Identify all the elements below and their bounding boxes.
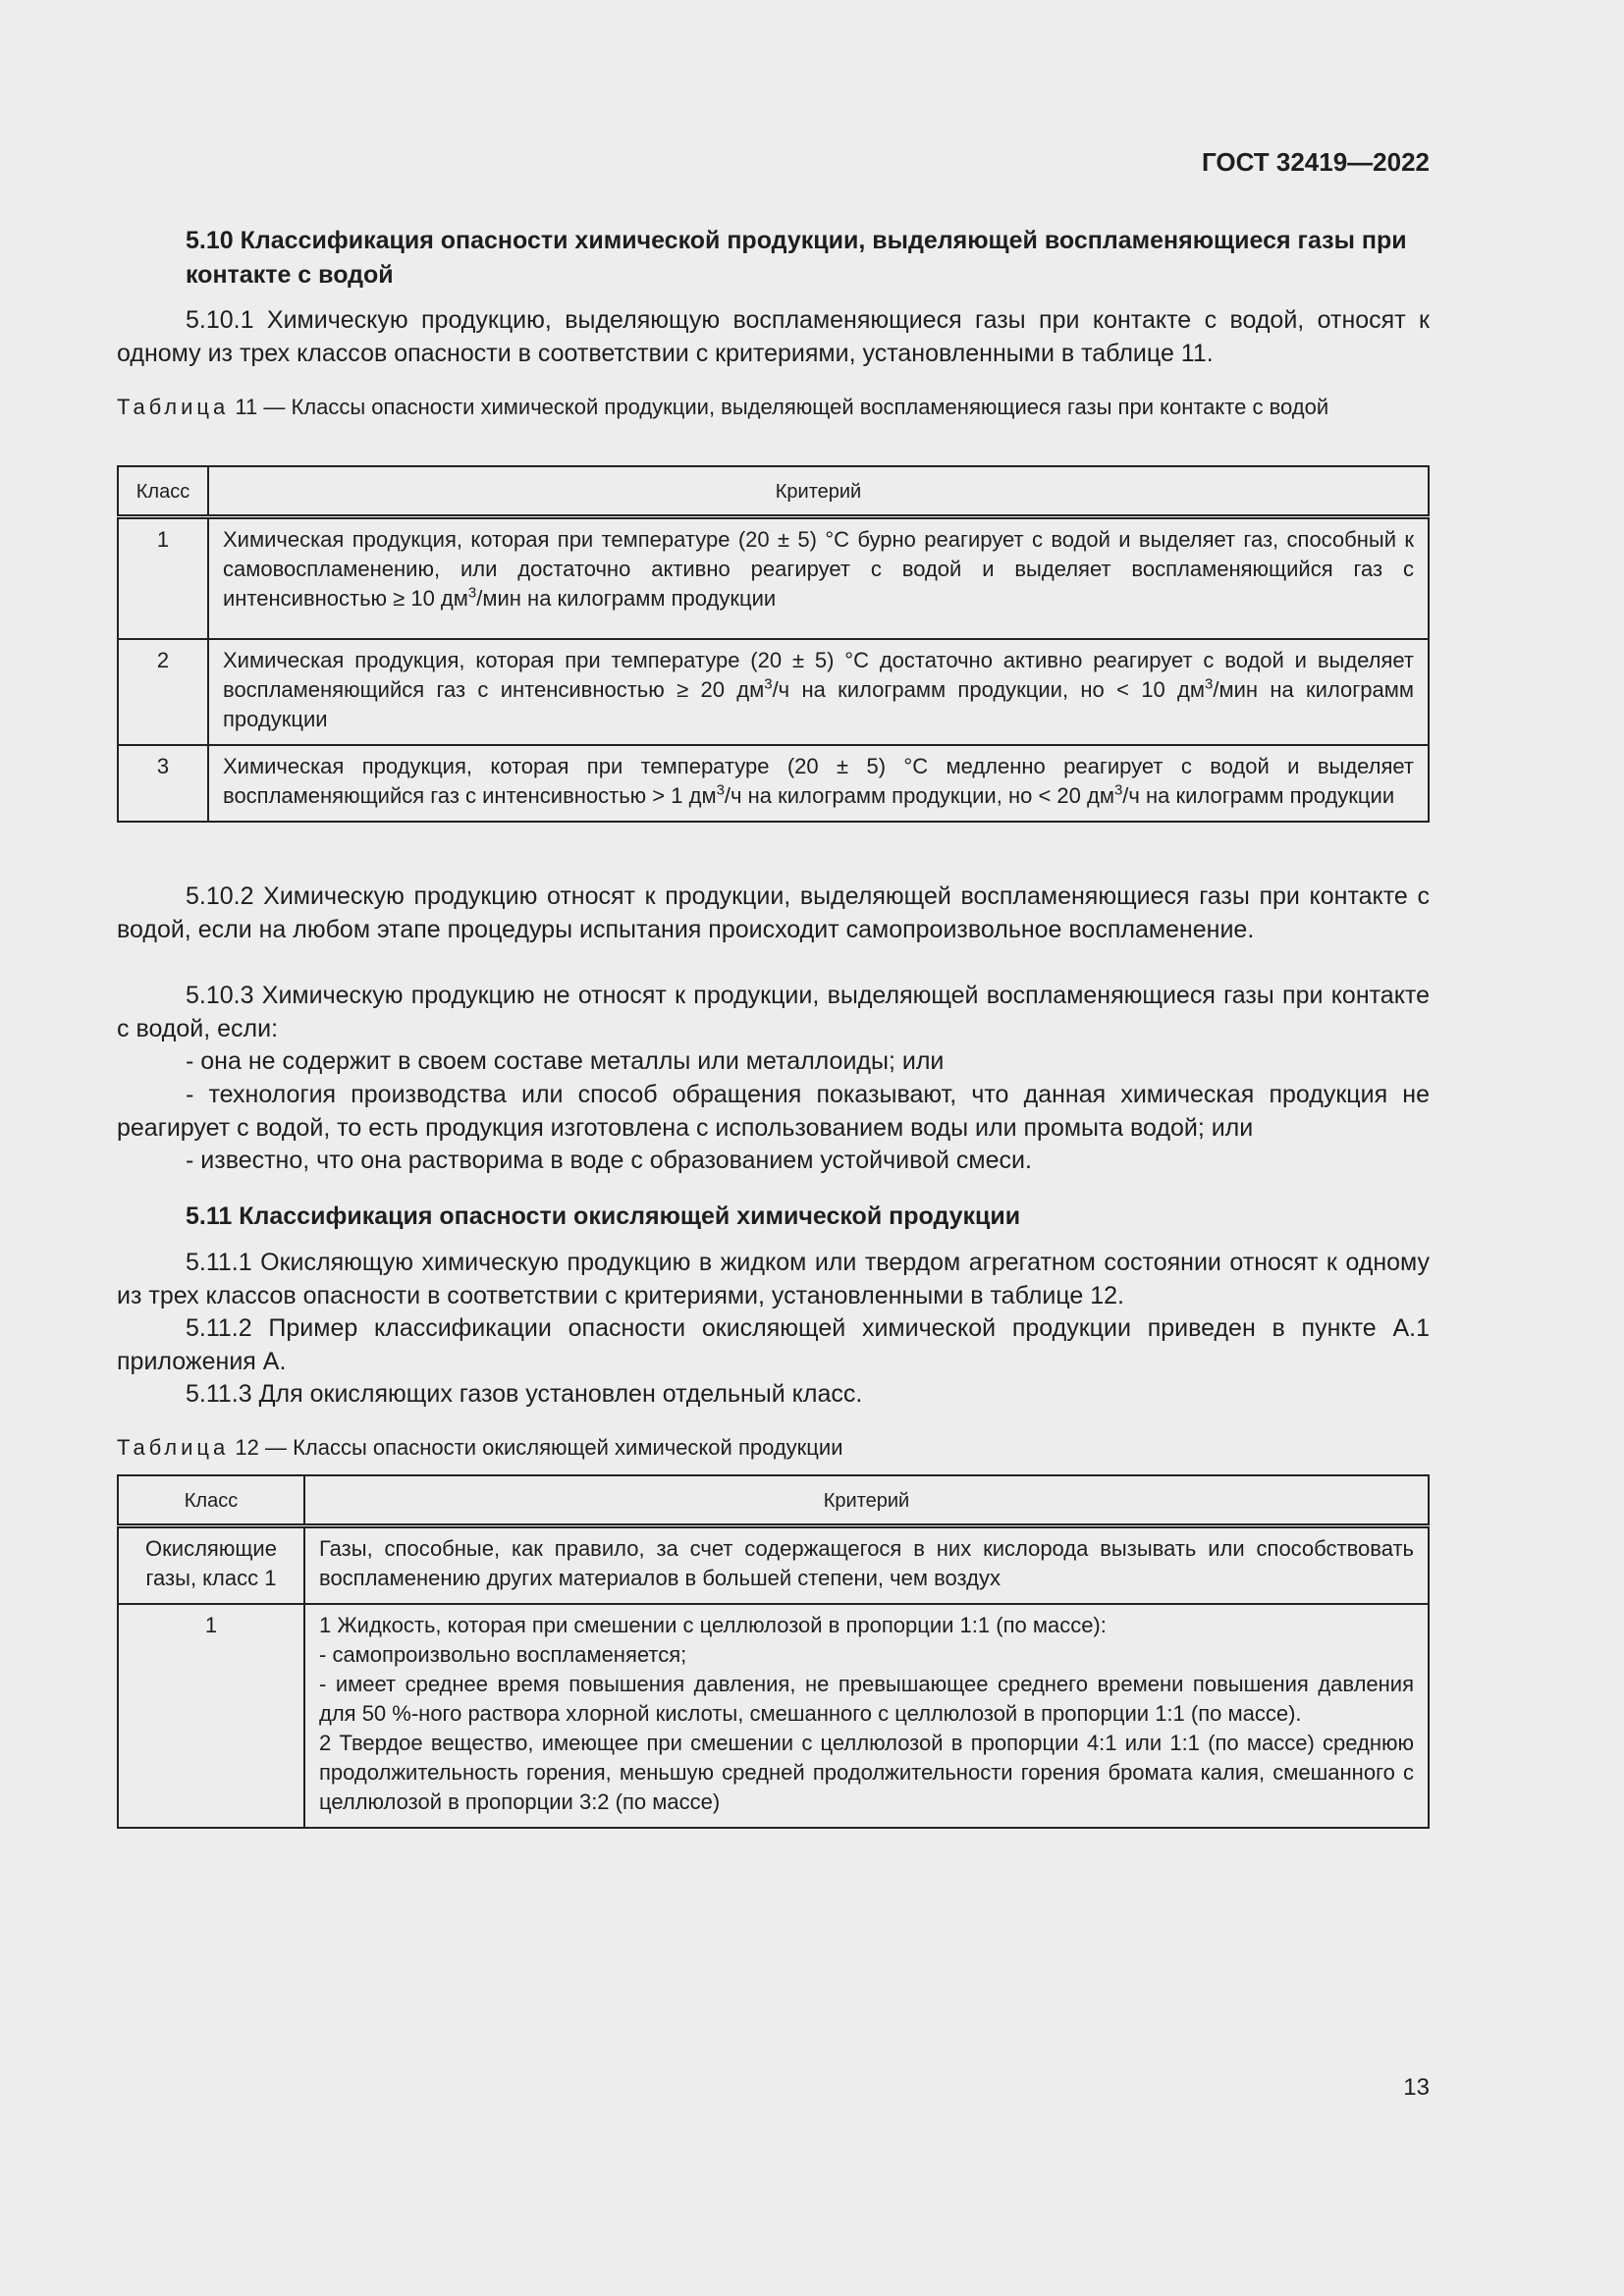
table-12-col-criterion: Критерий [304, 1475, 1429, 1526]
table-12-caption-word: Таблица [117, 1435, 230, 1460]
list-item: - технология производства или способ обращения показывают, что данная химическая продукция не реагирует с водой, то есть продукция изготовлена с использованием воды или промыта водой; или [117, 1081, 1430, 1142]
table-12-row-1-criterion [304, 1604, 1429, 1828]
table-11-caption [117, 393, 1430, 422]
paragraph-5-10-2: 5.10.2 Химическую продукцию относят к продукции, выделяющей воспламеняющиеся газы при контакте с водой, если на любом этапе процедуры испытания происходит самопроизвольное воспламенение. [117, 882, 1430, 943]
table-11 [117, 465, 1430, 823]
table-11-row-3-criterion: Химическая продукция, которая при температуре (20 ± 5) °С медленно реагирует с водой и выделяет воспламеняющийся газ с интенсивностью > 1 $дм^3/ч$ на килограмм продукции, но < 20 $дм^3/ч$ на килограмм продукции [208, 745, 1429, 822]
table-11-col-class: Класс [118, 466, 208, 517]
table-12-caption-text: 12 — Классы опасности окисляющей химической продукции [235, 1435, 843, 1460]
table-row [118, 517, 1429, 639]
table-12-row-gas-class: Окисляющие газы, класс 1 [118, 1526, 304, 1605]
paragraph-5-11-3: 5.11.3 Для окисляющих газов установлен отдельный класс. [186, 1380, 863, 1408]
table-11-row-1-criterion: Химическая продукция, которая при температуре (20 ± 5) °С бурно реагирует с водой и выделяет газ, способный к самовоспламенению, или достаточно активно реагирует с водой и выделяет воспламеняющийся газ с интенсивностью ≥ 10 $дм^3$/мин на килограмм продукции [208, 517, 1429, 639]
paragraph-5-10-1: 5.10.1 Химическую продукцию, выделяющую воспламеняющиеся газы при контакте с водой, относят к одному из трех классов опасности в соответствии с критериями, установленными в таблице 11. [117, 306, 1430, 367]
table-11-row-2-class: 2 [118, 639, 208, 745]
table-11-row-2-criterion: Химическая продукция, которая при температуре (20 ± 5) °С достаточно активно реагирует с водой и выделяет воспламеняющийся газ с интенсивностью ≥ 20 $дм^3/ч$ на килограмм продукции, но < 10 $дм^3$/мин на килограмм продукции [208, 639, 1429, 745]
table-11-caption-text: 11 — Классы опасности химической продукции, выделяющей воспламеняющиеся газы при контакте с водой [235, 395, 1329, 419]
section-heading-5-10: 5.10 Классификация опасности химической продукции, выделяющей воспламеняющиеся газы при контакте с водой [186, 227, 1407, 289]
paragraph-5-10-3: 5.10.3 Химическую продукцию не относят к продукции, выделяющей воспламеняющиеся газы при контакте с водой, если: [117, 982, 1430, 1042]
table-11-row-1-class: 1 [118, 517, 208, 639]
table-12 [117, 1474, 1430, 1829]
table-12-caption [117, 1433, 1430, 1463]
section-heading-5-11: 5.11 Классификация опасности окисляющей химической продукции [186, 1202, 1021, 1230]
table-row [118, 745, 1429, 822]
table-11-row-3-class: 3 [118, 745, 208, 822]
table-11-col-criterion: Критерий [208, 466, 1429, 517]
document-code: ГОСТ 32419—2022 [1202, 147, 1430, 177]
table-12-header-row [118, 1475, 1429, 1526]
paragraph-5-11-2: 5.11.2 Пример классификации опасности окисляющей химической продукции приведен в пункте А.1 приложения А. [117, 1314, 1430, 1375]
table-12-row-gas-criterion: Газы, способные, как правило, за счет содержащегося в них кислорода вызывать или способствовать воспламенению других материалов в большей степени, чем воздух [304, 1526, 1429, 1605]
table-11-caption-word: Таблица [117, 395, 230, 419]
table-11-header-row [118, 466, 1429, 517]
list-item: - известно, что она растворима в воде с образованием устойчивой смеси. [186, 1147, 1032, 1174]
table-row [118, 639, 1429, 745]
paragraph-5-11-1: 5.11.1 Окисляющую химическую продукцию в жидком или твердом агрегатном состоянии относят к одному из трех классов опасности в соответствии с критериями, установленными в таблице 12. [117, 1249, 1430, 1309]
table-12-row-1-class: 1 [118, 1604, 304, 1828]
criterion-line: - самопроизвольно воспламеняется; [319, 1642, 687, 1667]
list-item: - она не содержит в своем составе металлы или металлоиды; или [186, 1047, 945, 1075]
table-12-col-class: Класс [118, 1475, 304, 1526]
page-number: 13 [1403, 2074, 1430, 2101]
criterion-line: 2 Твердое вещество, имеющее при смешении с целлюлозой в пропорции 4:1 или 1:1 (по массе) среднюю продолжительность горения, меньшую средней продолжительности горения бромата калия, смешанного с целлюлозой в пропорции 3:2 (по массе) [319, 1731, 1414, 1814]
table-row [118, 1526, 1429, 1605]
criterion-line: - имеет среднее время повышения давления, не превышающее среднего времени повышения давления для 50 %-ного раствора хлорной кислоты, смешанного с целлюлозой в пропорции 1:1 (по массе). [319, 1672, 1414, 1726]
table-row [118, 1604, 1429, 1828]
criterion-line: 1 Жидкость, которая при смешении с целлюлозой в пропорции 1:1 (по массе): [319, 1613, 1107, 1637]
